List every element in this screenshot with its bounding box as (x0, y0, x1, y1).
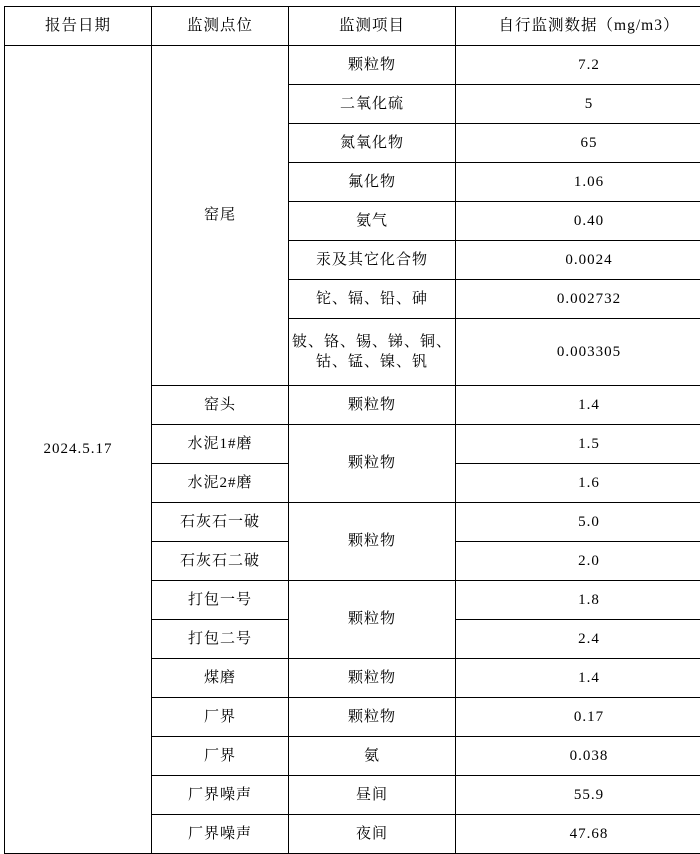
header-monitoring-item: 监测项目 (289, 7, 456, 46)
cell-value: 1.4 (456, 659, 700, 698)
cell-value: 2.0 (456, 542, 700, 581)
cell-value: 0.003305 (456, 319, 700, 386)
cell-item: 颗粒物 (289, 659, 456, 698)
table-row (5, 46, 700, 85)
cell-value: 47.68 (456, 815, 700, 854)
cell-item: 氟化物 (289, 163, 456, 202)
cell-point-limestone-crusher-1: 石灰石一破 (152, 503, 289, 542)
cell-value: 0.40 (456, 202, 700, 241)
cell-value: 0.17 (456, 698, 700, 737)
cell-value: 1.5 (456, 425, 700, 464)
cell-point-kiln-tail: 窑尾 (152, 46, 289, 386)
cell-item: 铊、镉、铅、砷 (289, 280, 456, 319)
cell-value: 0.038 (456, 737, 700, 776)
cell-value: 1.4 (456, 386, 700, 425)
cell-point-kiln-head: 窑头 (152, 386, 289, 425)
cell-point-boundary-noise-night: 厂界噪声 (152, 815, 289, 854)
cell-value: 2.4 (456, 620, 700, 659)
cell-value: 1.06 (456, 163, 700, 202)
cell-item: 昼间 (289, 776, 456, 815)
cell-item: 氮氧化物 (289, 124, 456, 163)
cell-item: 铍、铬、锡、锑、铜、钴、锰、镍、钒 (289, 319, 456, 386)
cell-point-packing-1: 打包一号 (152, 581, 289, 620)
cell-item: 二氧化硫 (289, 85, 456, 124)
header-report-date: 报告日期 (5, 7, 152, 46)
cell-item: 颗粒物 (289, 503, 456, 581)
cell-item: 夜间 (289, 815, 456, 854)
cell-point-cement-mill-1: 水泥1#磨 (152, 425, 289, 464)
cell-value: 65 (456, 124, 700, 163)
cell-item: 颗粒物 (289, 581, 456, 659)
cell-item: 颗粒物 (289, 46, 456, 85)
cell-item: 颗粒物 (289, 386, 456, 425)
cell-value: 5 (456, 85, 700, 124)
cell-report-date: 2024.5.17 (5, 46, 152, 854)
cell-point-boundary-pm: 厂界 (152, 698, 289, 737)
cell-value: 0.0024 (456, 241, 700, 280)
cell-value: 1.6 (456, 464, 700, 503)
header-monitoring-value: 自行监测数据（mg/m3） (456, 7, 700, 46)
cell-item: 氨 (289, 737, 456, 776)
monitoring-data-table (4, 6, 700, 854)
header-monitoring-point: 监测点位 (152, 7, 289, 46)
cell-point-boundary-noise-day: 厂界噪声 (152, 776, 289, 815)
cell-item: 汞及其它化合物 (289, 241, 456, 280)
cell-value: 7.2 (456, 46, 700, 85)
table-header (5, 7, 700, 46)
cell-point-cement-mill-2: 水泥2#磨 (152, 464, 289, 503)
cell-item: 氨气 (289, 202, 456, 241)
cell-item: 颗粒物 (289, 698, 456, 737)
cell-point-coal-mill: 煤磨 (152, 659, 289, 698)
cell-point-packing-2: 打包二号 (152, 620, 289, 659)
cell-item: 颗粒物 (289, 425, 456, 503)
cell-point-limestone-crusher-2: 石灰石二破 (152, 542, 289, 581)
header-row (5, 7, 700, 46)
cell-value: 1.8 (456, 581, 700, 620)
cell-value: 0.002732 (456, 280, 700, 319)
cell-value: 55.9 (456, 776, 700, 815)
table-body (5, 46, 700, 854)
cell-value: 5.0 (456, 503, 700, 542)
cell-point-boundary-ammonia: 厂界 (152, 737, 289, 776)
